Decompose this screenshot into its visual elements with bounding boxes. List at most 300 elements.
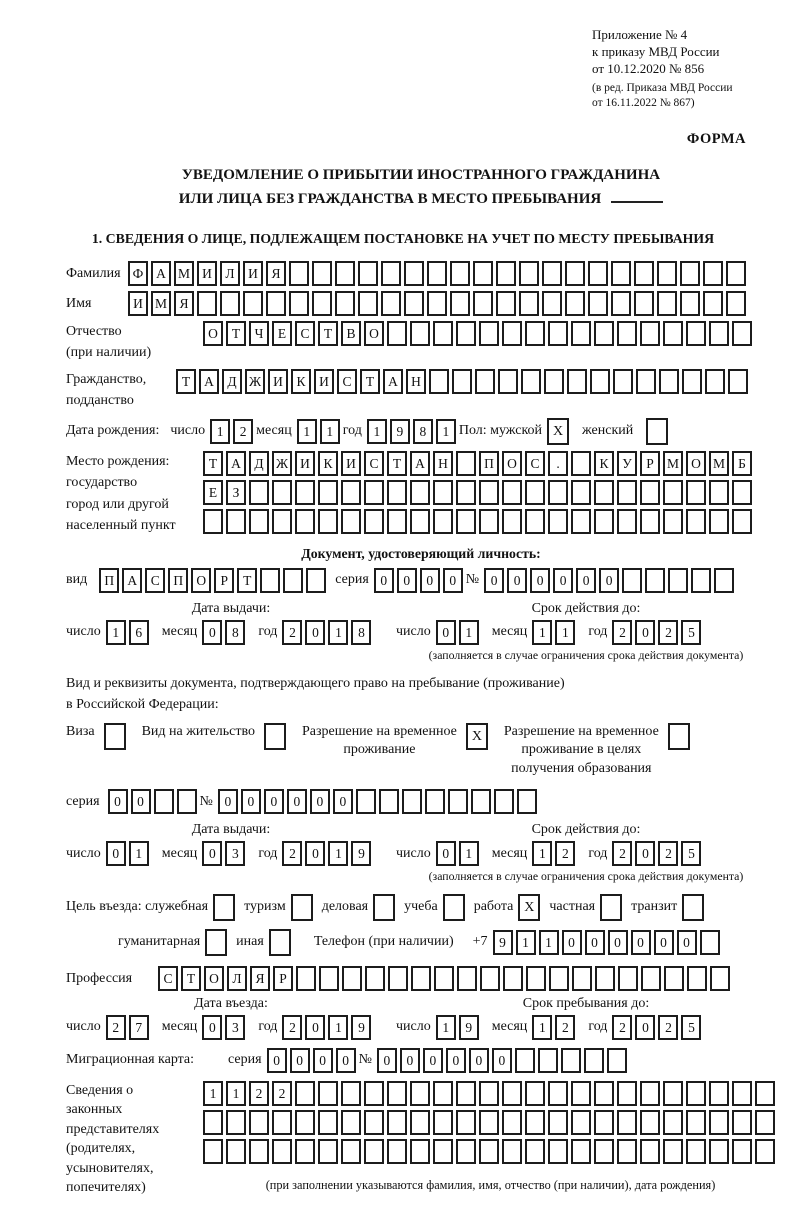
valid-until-heading: Срок действия до: [531, 600, 641, 616]
char-cell [525, 1081, 545, 1106]
char-cell [404, 261, 424, 286]
char-cell [709, 509, 729, 534]
char-cell [680, 291, 700, 316]
char-cell: 0 [420, 568, 440, 593]
char-cell: Я [266, 261, 286, 286]
char-cell: 1 [328, 841, 348, 866]
char-cell: 1 [532, 620, 552, 645]
char-cell: 0 [202, 620, 222, 645]
char-cell [387, 480, 407, 505]
phone-cells [493, 930, 723, 955]
char-cell [640, 1110, 660, 1135]
char-cell [502, 480, 522, 505]
char-cell [203, 1110, 223, 1135]
char-cell: 2 [282, 841, 302, 866]
char-cell [542, 291, 562, 316]
char-cell [613, 369, 633, 394]
char-cell [425, 789, 445, 814]
char-cell [657, 261, 677, 286]
char-cell: 9 [493, 930, 513, 955]
purpose-other-checkbox [269, 929, 291, 956]
citizenship-row [66, 369, 776, 412]
stay-doc-issue-row: число 0 1 месяц 0 3 год 2 0 1 9 [66, 841, 396, 866]
char-cell: О [191, 568, 211, 593]
char-cell: А [122, 568, 142, 593]
char-cell [479, 321, 499, 346]
char-cell [496, 261, 516, 286]
char-cell [387, 1139, 407, 1164]
representatives-label: Сведения о законных представителях (родителях, усыновителях, попечителях) [66, 1082, 160, 1196]
char-cell: 0 [400, 1048, 420, 1073]
char-cell [755, 1139, 775, 1164]
identity-doc-row: вид П А С П О Р Т серия 0 0 0 0 № 0 0 0 0 0 0 [66, 568, 776, 593]
char-cell [709, 1110, 729, 1135]
char-cell [456, 509, 476, 534]
char-cell [457, 966, 477, 991]
char-cell [542, 261, 562, 286]
char-cell: И [295, 451, 315, 476]
char-cell [335, 261, 355, 286]
char-cell [663, 509, 683, 534]
char-cell [640, 480, 660, 505]
char-cell: З [226, 480, 246, 505]
char-cell [703, 291, 723, 316]
char-cell: 0 [436, 620, 456, 645]
char-cell [622, 568, 642, 593]
issue-date-row: число 1 6 месяц 0 8 год 2 0 1 8 [66, 620, 396, 645]
char-cell [636, 369, 656, 394]
char-cell [410, 509, 430, 534]
char-cell: 1 [297, 419, 317, 444]
char-cell [283, 568, 303, 593]
purpose-business-checkbox [373, 894, 395, 921]
char-cell [726, 261, 746, 286]
char-cell [618, 966, 638, 991]
char-cell [594, 1081, 614, 1106]
migration-card-series-cells [267, 1048, 359, 1073]
char-cell: И [197, 261, 217, 286]
char-cell: 9 [459, 1015, 479, 1040]
char-cell: . [548, 451, 568, 476]
char-cell [479, 509, 499, 534]
char-cell: Е [203, 480, 223, 505]
birth-day-cells [210, 419, 256, 444]
char-cell [154, 789, 174, 814]
char-cell: 2 [612, 1015, 632, 1040]
char-cell [433, 1081, 453, 1106]
char-cell: А [151, 261, 171, 286]
char-cell [410, 1139, 430, 1164]
char-cell: И [128, 291, 148, 316]
char-cell [686, 1110, 706, 1135]
char-cell: 3 [225, 1015, 245, 1040]
char-cell [617, 1081, 637, 1106]
char-cell [410, 1081, 430, 1106]
char-cell [295, 509, 315, 534]
char-cell: 0 [423, 1048, 443, 1073]
char-cell [249, 1139, 269, 1164]
char-cell [220, 291, 240, 316]
surname-cells [128, 261, 749, 286]
char-cell: 0 [507, 568, 527, 593]
char-cell [364, 1139, 384, 1164]
patronymic-cells [203, 321, 755, 346]
char-cell: Т [181, 966, 201, 991]
char-cell: 1 [532, 1015, 552, 1040]
char-cell: 1 [532, 841, 552, 866]
doc-series-cells [374, 568, 466, 593]
char-cell: П [479, 451, 499, 476]
char-cell: Л [220, 261, 240, 286]
char-cell: 0 [241, 789, 261, 814]
char-cell [617, 321, 637, 346]
char-cell [572, 966, 592, 991]
char-cell: С [364, 451, 384, 476]
char-cell [479, 1081, 499, 1106]
char-cell: 1 [210, 419, 230, 444]
representatives-row-2 [203, 1110, 778, 1135]
char-cell [705, 369, 725, 394]
stay-doc-options [66, 723, 776, 780]
char-cell [427, 291, 447, 316]
entry-date-row: число 2 7 месяц 0 3 год 2 0 1 9 [66, 1015, 396, 1040]
char-cell: Т [318, 321, 338, 346]
char-cell [732, 509, 752, 534]
char-cell: 0 [218, 789, 238, 814]
char-cell: П [99, 568, 119, 593]
char-cell [502, 1139, 522, 1164]
char-cell [686, 1139, 706, 1164]
char-cell [521, 369, 541, 394]
char-cell [433, 509, 453, 534]
birthplace-label: Место рождения: государство город или другой населенный пункт [66, 453, 176, 534]
char-cell: Д [222, 369, 242, 394]
char-cell [584, 1048, 604, 1073]
char-cell: А [226, 451, 246, 476]
char-cell [548, 1110, 568, 1135]
issue-date-heading: Дата выдачи: [191, 600, 271, 616]
char-cell: О [203, 321, 223, 346]
title-line-2: ИЛИ ЛИЦА БЕЗ ГРАЖДАНСТВА В МЕСТО ПРЕБЫВАНИЯ [66, 188, 776, 211]
char-cell [691, 568, 711, 593]
char-cell: Я [174, 291, 194, 316]
birth-date-row: Дата рождения: число 1 2 месяц 1 1 год 1 9 8 1 Пол: мужской X женский [66, 418, 776, 445]
char-cell: Ж [245, 369, 265, 394]
char-cell [243, 291, 263, 316]
char-cell [341, 480, 361, 505]
char-cell: М [663, 451, 683, 476]
char-cell [358, 291, 378, 316]
char-cell: К [594, 451, 614, 476]
char-cell [295, 1139, 315, 1164]
char-cell: 0 [635, 620, 655, 645]
char-cell: Р [640, 451, 660, 476]
char-cell [411, 966, 431, 991]
char-cell [617, 480, 637, 505]
char-cell [318, 1139, 338, 1164]
doc-type-label: вид [66, 572, 88, 588]
char-cell: 0 [202, 841, 222, 866]
stay-doc-series-cells [108, 789, 200, 814]
char-cell: С [337, 369, 357, 394]
char-cell: 7 [129, 1015, 149, 1040]
char-cell [452, 369, 472, 394]
char-cell: 1 [129, 841, 149, 866]
char-cell: И [268, 369, 288, 394]
given-name-row [66, 291, 776, 316]
char-cell [496, 291, 516, 316]
purpose-private-checkbox [600, 894, 622, 921]
char-cell [341, 509, 361, 534]
char-cell [732, 1081, 752, 1106]
char-cell: 8 [413, 419, 433, 444]
char-cell: 0 [310, 789, 330, 814]
char-cell: Д [249, 451, 269, 476]
char-cell: 0 [446, 1048, 466, 1073]
char-cell [480, 966, 500, 991]
char-cell: 0 [374, 568, 394, 593]
char-cell [686, 509, 706, 534]
char-cell: А [199, 369, 219, 394]
char-cell [450, 291, 470, 316]
char-cell [402, 789, 422, 814]
char-cell [709, 480, 729, 505]
char-cell [755, 1081, 775, 1106]
char-cell [479, 1139, 499, 1164]
section-1-heading: 1. СВЕДЕНИЯ О ЛИЦЕ, ПОДЛЕЖАЩЕМ ПОСТАНОВКЕ НА УЧЕТ ПО МЕСТУ ПРЕБЫВАНИЯ [91, 230, 715, 246]
visit-purpose-row-2: гуманитарная иная Телефон (при наличии) +7 9 1 1 0 0 0 0 0 0 [66, 929, 776, 956]
migration-card-row: Миграционная карта: серия 0 0 0 0 № 0 0 0 0 0 0 [66, 1048, 776, 1073]
char-cell [588, 291, 608, 316]
char-cell: 0 [635, 841, 655, 866]
char-cell [249, 480, 269, 505]
char-cell [686, 1081, 706, 1106]
sex-male-checkbox: X [547, 418, 569, 445]
char-cell: 1 [459, 841, 479, 866]
char-cell: 1 [516, 930, 536, 955]
char-cell [318, 509, 338, 534]
char-cell: 0 [469, 1048, 489, 1073]
char-cell [249, 509, 269, 534]
char-cell: К [291, 369, 311, 394]
char-cell: 2 [282, 620, 302, 645]
char-cell [640, 509, 660, 534]
char-cell [634, 261, 654, 286]
place-blank-underline [611, 189, 663, 203]
profession-label: Профессия [66, 970, 133, 986]
birthplace-row-3 [203, 509, 755, 534]
char-cell [594, 321, 614, 346]
char-cell [456, 1139, 476, 1164]
char-cell [565, 261, 585, 286]
char-cell [433, 1139, 453, 1164]
purpose-official-checkbox [213, 894, 235, 921]
temp-residence-education-checkbox [668, 723, 690, 750]
char-cell: Т [176, 369, 196, 394]
char-cell [387, 1110, 407, 1135]
char-cell [502, 509, 522, 534]
char-cell [668, 568, 688, 593]
char-cell: А [410, 451, 430, 476]
identity-doc-dates [66, 601, 776, 663]
char-cell [611, 261, 631, 286]
char-cell [595, 966, 615, 991]
char-cell [640, 1081, 660, 1106]
char-cell [571, 1139, 591, 1164]
stay-doc-valid-row: число 0 1 месяц 1 2 год 2 0 2 5 [396, 841, 776, 866]
char-cell [381, 261, 401, 286]
char-cell: 0 [443, 568, 463, 593]
char-cell [680, 261, 700, 286]
char-cell: М [151, 291, 171, 316]
char-cell [686, 321, 706, 346]
char-cell: 0 [305, 1015, 325, 1040]
char-cell: 5 [681, 1015, 701, 1040]
option-temp-residence: Разрешение на временное проживание X [302, 723, 488, 761]
char-cell: 2 [555, 841, 575, 866]
char-cell [561, 1048, 581, 1073]
stay-doc-intro: Вид и реквизиты документа, подтверждающего право на пребывание (проживание) в Российской Федерации: [66, 675, 565, 712]
char-cell: 0 [108, 789, 128, 814]
char-cell: 0 [553, 568, 573, 593]
char-cell [387, 509, 407, 534]
option-residence-permit: Вид на жительство [142, 723, 286, 750]
document-title [66, 164, 776, 211]
char-cell: 1 [367, 419, 387, 444]
char-cell: 1 [106, 620, 126, 645]
char-cell: 1 [226, 1081, 246, 1106]
valid-until-note: (заполняется в случае ограничения срока действия документа) [428, 647, 744, 662]
char-cell [341, 1081, 361, 1106]
char-cell [434, 966, 454, 991]
char-cell [732, 480, 752, 505]
phone-label: Телефон (при наличии) [313, 934, 454, 950]
char-cell [594, 509, 614, 534]
char-cell: 8 [225, 620, 245, 645]
char-cell [177, 789, 197, 814]
citizenship-cells [176, 369, 751, 394]
char-cell: 2 [612, 841, 632, 866]
char-cell: Н [406, 369, 426, 394]
given-name-cells [128, 291, 749, 316]
char-cell: Т [360, 369, 380, 394]
given-name-label: Имя [66, 295, 92, 311]
char-cell [525, 321, 545, 346]
char-cell: 0 [336, 1048, 356, 1073]
char-cell [226, 1110, 246, 1135]
title-line-1: УВЕДОМЛЕНИЕ О ПРИБЫТИИ ИНОСТРАННОГО ГРАЖДАНИНА [181, 167, 661, 184]
char-cell [318, 1081, 338, 1106]
char-cell: 0 [106, 841, 126, 866]
char-cell [571, 1110, 591, 1135]
char-cell [364, 1110, 384, 1135]
char-cell: 0 [585, 930, 605, 955]
char-cell: 0 [599, 568, 619, 593]
char-cell: 0 [530, 568, 550, 593]
char-cell [295, 480, 315, 505]
char-cell: 8 [351, 620, 371, 645]
doc-type-cells [99, 568, 329, 593]
char-cell [272, 480, 292, 505]
char-cell [410, 321, 430, 346]
char-cell [525, 1139, 545, 1164]
char-cell: О [502, 451, 522, 476]
char-cell [682, 369, 702, 394]
char-cell [226, 1139, 246, 1164]
char-cell: 3 [225, 841, 245, 866]
char-cell: Б [732, 451, 752, 476]
appendix-line: к приказу МВД России [592, 44, 720, 60]
temp-residence-checkbox: X [466, 723, 488, 750]
char-cell: Ч [249, 321, 269, 346]
char-cell: 1 [203, 1081, 223, 1106]
char-cell: Т [226, 321, 246, 346]
char-cell [515, 1048, 535, 1073]
char-cell: 1 [320, 419, 340, 444]
char-cell [588, 261, 608, 286]
char-cell [226, 509, 246, 534]
char-cell [657, 291, 677, 316]
char-cell [456, 451, 476, 476]
char-cell [404, 291, 424, 316]
char-cell [471, 789, 491, 814]
char-cell [272, 509, 292, 534]
char-cell: 0 [635, 1015, 655, 1040]
entry-stay-dates: Дата въезда: число 2 7 месяц 0 3 год 2 0 1 9 Срок пребывания до: число 1 9 месяц 1 2 год 2 0 2 5 [66, 996, 776, 1040]
patronymic-label: Отчество (при наличии) [66, 323, 152, 361]
char-cell [640, 1139, 660, 1164]
char-cell [728, 369, 748, 394]
char-cell: 0 [677, 930, 697, 955]
birth-month-cells [297, 419, 343, 444]
char-cell: О [204, 966, 224, 991]
char-cell: У [617, 451, 637, 476]
char-cell: 2 [658, 1015, 678, 1040]
char-cell [617, 1110, 637, 1135]
char-cell: Н [433, 451, 453, 476]
char-cell [335, 291, 355, 316]
char-cell [663, 321, 683, 346]
char-cell: 2 [555, 1015, 575, 1040]
representatives-row-3 [203, 1139, 778, 1164]
char-cell: И [314, 369, 334, 394]
char-cell: В [341, 321, 361, 346]
char-cell [260, 568, 280, 593]
char-cell [549, 966, 569, 991]
char-cell [479, 1110, 499, 1135]
amendment-line: от 16.11.2022 № 867) [592, 97, 695, 110]
char-cell: К [318, 451, 338, 476]
char-cell [319, 966, 339, 991]
char-cell: 0 [576, 568, 596, 593]
char-cell [709, 1139, 729, 1164]
char-cell: Е [272, 321, 292, 346]
char-cell [456, 480, 476, 505]
char-cell [456, 321, 476, 346]
char-cell [427, 261, 447, 286]
char-cell [565, 291, 585, 316]
char-cell [594, 1139, 614, 1164]
char-cell: 1 [459, 620, 479, 645]
birthplace-row-1 [203, 451, 755, 476]
char-cell: 0 [287, 789, 307, 814]
representatives-block [66, 1081, 776, 1198]
char-cell: Т [387, 451, 407, 476]
char-cell [296, 966, 316, 991]
char-cell: 0 [436, 841, 456, 866]
amendment-line: (в ред. Приказа МВД России [592, 82, 733, 95]
char-cell [755, 1110, 775, 1135]
